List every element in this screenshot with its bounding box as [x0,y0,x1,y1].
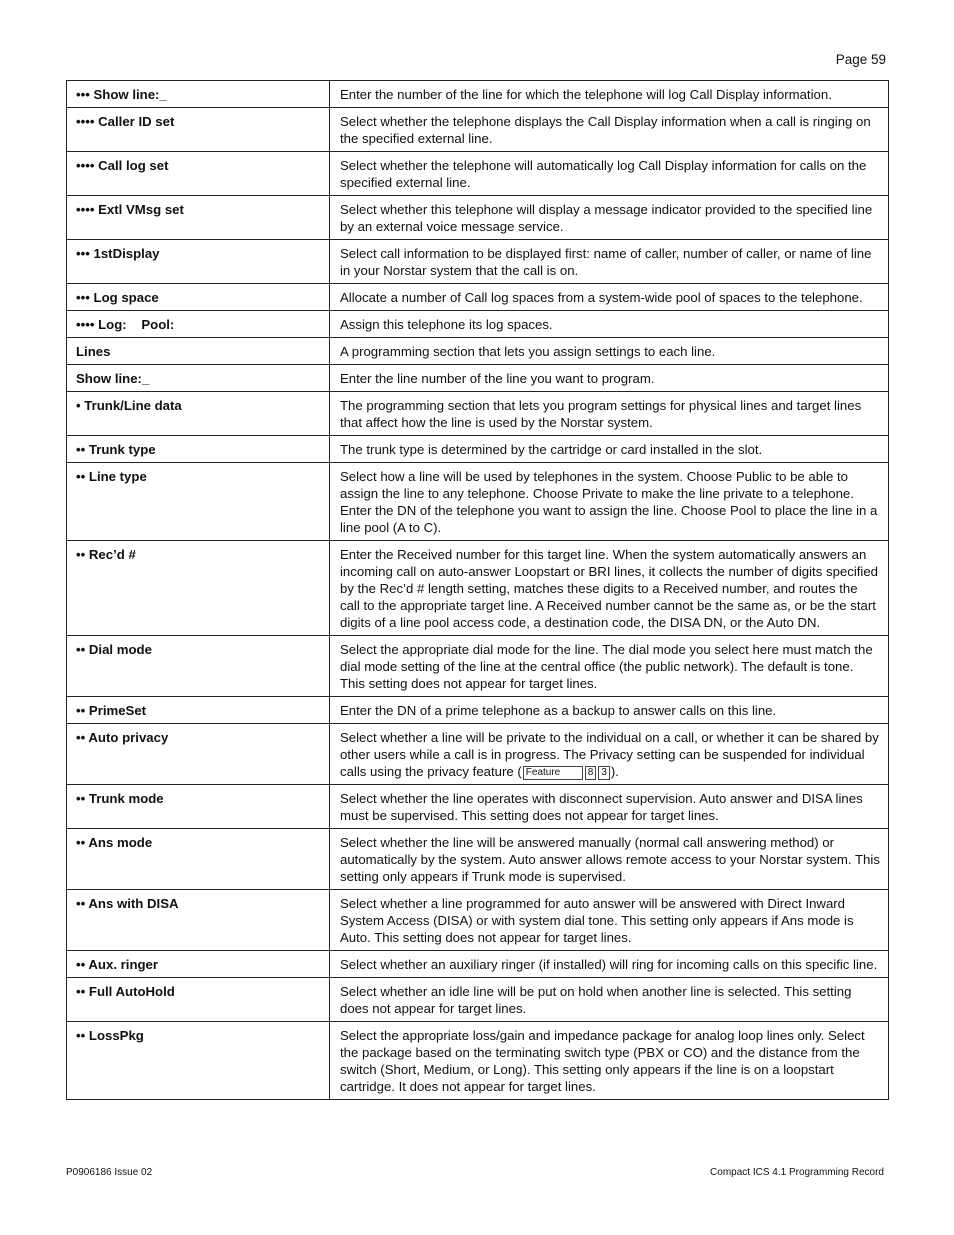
setting-description: Select whether an idle line will be put on hold when another line is selected. This setting does not appear for target lines. [330,978,889,1022]
setting-description: The trunk type is determined by the cartridge or card installed in the slot. [330,436,889,463]
table-row [67,240,889,284]
setting-label: •••• Log: Pool: [67,311,330,338]
table-row [67,890,889,951]
table-row [67,697,889,724]
digit-key: 3 [598,766,610,780]
setting-description: Enter the DN of a prime telephone as a backup to answer calls on this line. [330,697,889,724]
table-row [67,541,889,636]
setting-label: •• Dial mode [67,636,330,697]
setting-description [330,724,889,785]
setting-description: Select whether a line programmed for auto answer will be answered with Direct Inward System Access (DISA) or with system dial tone. This setting only appears if Ans mode is Auto. This setting does not appear for target lines. [330,890,889,951]
setting-description: Enter the line number of the line you want to program. [330,365,889,392]
table-row [67,311,889,338]
setting-label: •• Auto privacy [67,724,330,785]
table-row [67,785,889,829]
page-number: Page 59 [835,52,886,67]
table-row [67,108,889,152]
setting-description: A programming section that lets you assign settings to each line. [330,338,889,365]
setting-description: Select call information to be displayed first: name of caller, number of caller, or name of line in your Norstar system that the call is on. [330,240,889,284]
setting-label: • Trunk/Line data [67,392,330,436]
setting-label: •• Ans with DISA [67,890,330,951]
setting-description: Allocate a number of Call log spaces from a system-wide pool of spaces to the telephone. [330,284,889,311]
setting-label: •• Rec’d # [67,541,330,636]
description-text-end: ). [610,764,619,779]
setting-label: •••• Extl VMsg set [67,196,330,240]
table-row [67,152,889,196]
table-row [67,284,889,311]
setting-description: Select whether this telephone will display a message indicator provided to the specified line by an external voice message service. [330,196,889,240]
setting-label: ••• Show line:_ [67,81,330,108]
setting-description: Assign this telephone its log spaces. [330,311,889,338]
table-row [67,978,889,1022]
table-row [67,392,889,436]
setting-label: •• Trunk type [67,436,330,463]
table-row [67,365,889,392]
setting-description: Select whether an auxiliary ringer (if installed) will ring for incoming calls on this specific line. [330,951,889,978]
setting-description: Enter the number of the line for which the telephone will log Call Display information. [330,81,889,108]
feature-key: Feature [523,766,583,780]
setting-label: •••• Caller ID set [67,108,330,152]
setting-description: Select how a line will be used by telephones in the system. Choose Public to be able to assign the line to any telephone. Choose Private to make the line private to a telephone. Enter the DN of the telephone you want to assign the line. Choose Pool to place the line in a line pool (A to C). [330,463,889,541]
programming-table [66,80,889,1100]
table-row [67,1022,889,1100]
setting-description: Select whether the line will be answered manually (normal call answering method) or automatically by the system. Auto answer allows remote access to your Norstar system. This setting only appears if Trunk mode is supervised. [330,829,889,890]
table-row [67,636,889,697]
document-title: Compact ICS 4.1 Programming Record [710,1167,884,1178]
table-row [67,724,889,785]
table-row [67,196,889,240]
setting-label: •• LossPkg [67,1022,330,1100]
setting-description: Select whether the telephone displays the Call Display information when a call is ringing on the specified external line. [330,108,889,152]
setting-description: Enter the Received number for this target line. When the system automatically answers an incoming call on auto-answer Loopstart or BRI lines, it collects the number of digits specified by the Rec’d # length setting, matches these digits to a Received number, and routes the call to the appropriate target line. A Received number cannot be the same as, or be the start digits of a line pool access code, a destination code, the DISA DN, or the Auto DN. [330,541,889,636]
setting-label: •• Trunk mode [67,785,330,829]
setting-label: •• PrimeSet [67,697,330,724]
setting-label: •• Ans mode [67,829,330,890]
setting-description: Select the appropriate dial mode for the line. The dial mode you select here must match the dial mode setting of the line at the central office (the public network). The default is tone. This setting does not appear for target lines. [330,636,889,697]
setting-label: •• Full AutoHold [67,978,330,1022]
setting-label: ••• Log space [67,284,330,311]
setting-label: Lines [67,338,330,365]
table-row [67,338,889,365]
description-text: Select whether a line will be private to the individual on a call, or whether it can be shared by other users while a call is in progress. The Privacy setting can be suspended for individual calls using the privacy feature ( [340,730,879,779]
setting-description: Select the appropriate loss/gain and impedance package for analog loop lines only. Select the package based on the terminating switch type (PBX or CO) and the distance from the switch (Short, Medium, or Long). This setting only appears if the line is on a loopstart cartridge. It does not appear for target lines. [330,1022,889,1100]
setting-description: Select whether the telephone will automatically log Call Display information for calls on the specified external line. [330,152,889,196]
table-row [67,436,889,463]
digit-key: 8 [585,766,597,780]
setting-label: ••• 1stDisplay [67,240,330,284]
document-id: P0906186 Issue 02 [66,1167,153,1178]
table-row [67,829,889,890]
table-row [67,951,889,978]
table-row [67,81,889,108]
setting-description: Select whether the line operates with disconnect supervision. Auto answer and DISA lines must be supervised. This setting does not appear for target lines. [330,785,889,829]
setting-label: Show line:_ [67,365,330,392]
setting-label: •• Line type [67,463,330,541]
setting-description: The programming section that lets you program settings for physical lines and target lines that affect how the line is used by the Norstar system. [330,392,889,436]
setting-label: •• Aux. ringer [67,951,330,978]
table-row [67,463,889,541]
setting-label: •••• Call log set [67,152,330,196]
